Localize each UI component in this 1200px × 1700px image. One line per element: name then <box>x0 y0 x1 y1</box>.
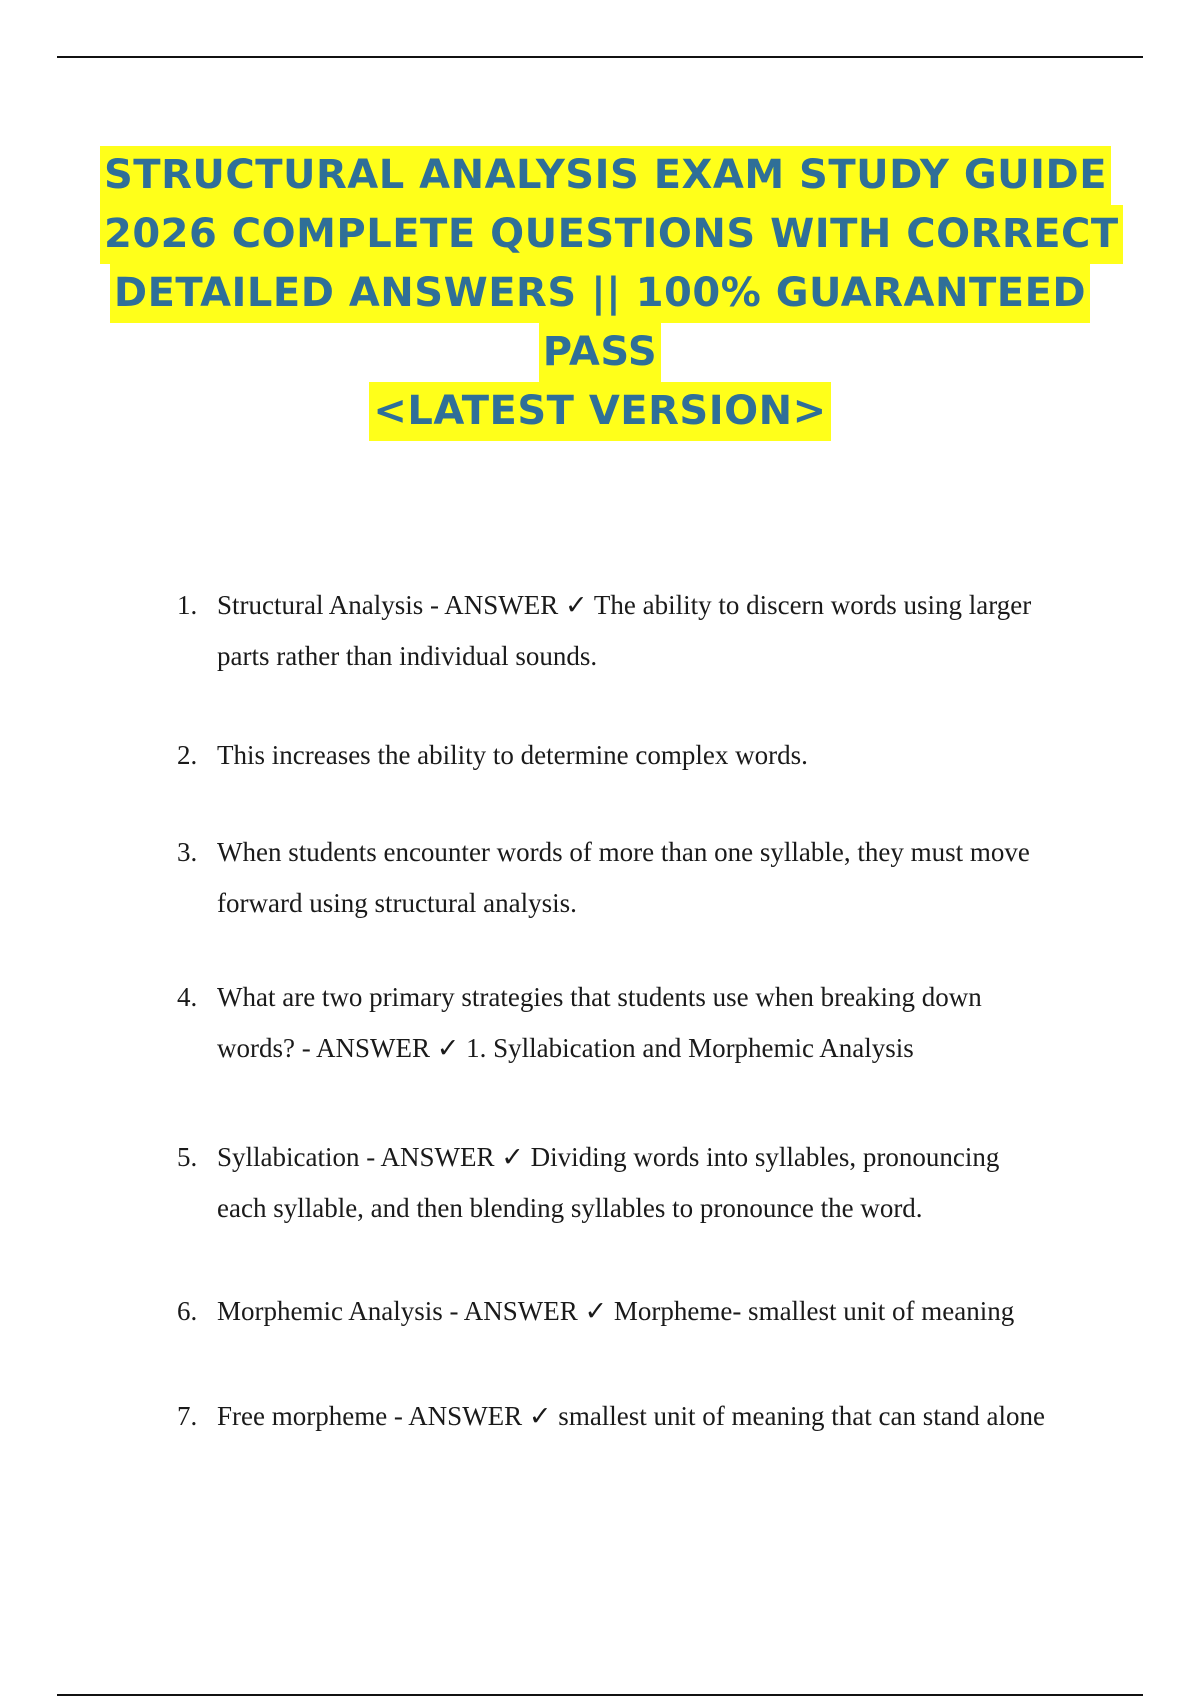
item-number: 6. <box>177 1296 198 1326</box>
item-line: Syllabication - ANSWER ✓ Dividing words into syllables, pronouncing <box>217 1142 1000 1172</box>
item-number: 3. <box>177 837 198 867</box>
item-line: words? - ANSWER ✓ 1. Syllabication and Morphemic Analysis <box>217 1033 914 1063</box>
bottom-rule <box>57 1694 1143 1696</box>
item-number: 1. <box>177 590 198 620</box>
title-line-3: DETAILED ANSWERS || 100% GUARANTEED <box>110 264 1090 323</box>
title-line-1: STRUCTURAL ANALYSIS EXAM STUDY GUIDE <box>100 146 1111 205</box>
list-item <box>177 1132 1097 1234</box>
title-line-2: 2026 COMPLETE QUESTIONS WITH CORRECT <box>100 205 1123 264</box>
title-line-5: <LATEST VERSION> <box>369 382 830 441</box>
item-line: This increases the ability to determine complex words. <box>217 740 808 770</box>
list-item <box>177 972 1097 1074</box>
item-line: When students encounter words of more than one syllable, they must move <box>217 837 1030 867</box>
document-title <box>100 146 1119 441</box>
item-number: 7. <box>177 1401 198 1431</box>
item-line: What are two primary strategies that students use when breaking down <box>217 982 982 1012</box>
item-line: Free morpheme - ANSWER ✓ smallest unit of meaning that can stand alone <box>217 1401 1045 1431</box>
list-item <box>177 730 1097 781</box>
item-line: Structural Analysis - ANSWER ✓ The ability to discern words using larger <box>217 590 1032 620</box>
item-number: 2. <box>177 740 198 770</box>
item-line: each syllable, and then blending syllables to pronounce the word. <box>217 1193 923 1223</box>
item-line: Morphemic Analysis - ANSWER ✓ Morpheme- smallest unit of meaning <box>217 1296 1015 1326</box>
list-item <box>177 1391 1097 1442</box>
list-item <box>177 827 1097 929</box>
item-number: 4. <box>177 982 198 1012</box>
top-rule <box>57 56 1143 58</box>
title-line-4: PASS <box>539 323 661 382</box>
item-line: forward using structural analysis. <box>217 888 577 918</box>
list-item <box>177 580 1097 682</box>
list-item <box>177 1286 1097 1337</box>
item-number: 5. <box>177 1142 198 1172</box>
item-line: parts rather than individual sounds. <box>217 641 598 671</box>
